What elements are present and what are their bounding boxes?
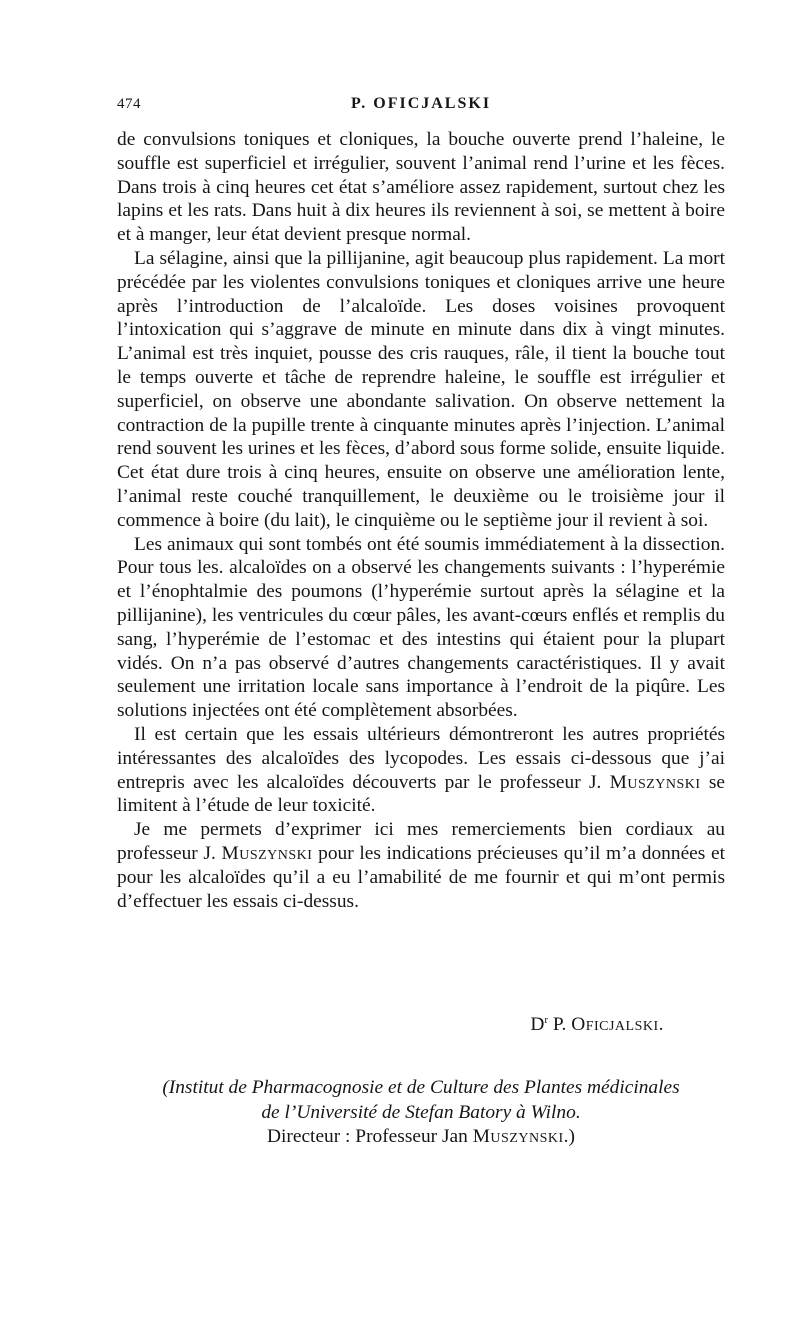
signature-initial: P. [548,1014,572,1035]
signature-name: Oficjalski. [571,1014,664,1035]
paragraph-5-text-b: pour les indications précieuses qu’il m’a données et pour les alcaloïdes qu’il a eu l’amabilité de me fournir et qui m’ont permis d’effectuer les essais ci-dessus. [117,842,725,912]
paragraph-1: de convulsions toniques et cloniques, la bouche ouverte prend l’haleine, le souffle est superficiel et irrégulier, souvent l’animal rend l’urine et les fèces. Dans trois à cinq heures cet état s’améliore assez rapidement, surtout chez les lapins et les rats. Dans huit à dix heures ils reviennent à soi, se mettent à boire et à manger, leur état devient presque normal. [117,129,725,246]
signature-title-sup: r [544,1014,548,1026]
paragraph-2: La sélagine, ainsi que la pillijanine, agit beaucoup plus rapidement. La mort précédée par les violentes convulsions toniques et cloniques arrive une heure après l’introduction de l’alcaloïde. Les doses voisines provoquent l’intoxication qui s’aggrave de minute en minute dans dix à vingt minutes. L’animal est très inquiet, pousse des cris rauques, râle, il tient la bouche tout le temps ouverte et tâche de reprendre haleine, le souffle est irrégulier et superficiel, on observe une abondante salivation. On observe nettement la contraction de la pupille trente à cinquante minutes après l’injection. L’animal rend souvent les urines et les fèces, d’abord sous forme solide, ensuite liquide. Cet état dure trois à cinq heures, ensuite on observe une amélioration lente, l’animal reste couché tranquillement, le deuxième ou le troisième jour il commence à boire (du lait), le cinquième ou le septième jour il revient à soi. [117,247,725,531]
affiliation-line-1: (Institut de Pharmacognosie et de Culture des Plantes médicinales [162,1077,680,1098]
affiliation-close: .) [563,1126,575,1147]
paragraph-5 [117,818,725,913]
affiliation-line-3 [117,1125,725,1150]
director-name: Muszynski [472,1126,564,1147]
author-name: Muszynski [221,842,313,864]
paragraph-4-text-a: Il est certain que les essais ultérieurs démontreront les autres propriétés intéressantes des alcaloïdes des lycopodes. Les essais ci-dessous que j’ai entrepris avec les alcaloïdes découverts par le professeur J. [117,723,725,793]
author-name: Muszynski [609,771,701,793]
signature [117,1014,664,1036]
running-head: P. OFICJALSKI [350,95,492,112]
page-number: 474 [117,96,141,112]
paragraph-5-text-a: Je me permets d’exprimer ici mes remerciements bien cordiaux au professeur J. [117,819,725,864]
paragraph-4 [117,723,725,818]
signature-title: D [530,1014,545,1035]
paragraph-4-text-b: se limitent à l’étude de leur toxicité. [117,771,725,817]
director-label: Directeur : Professeur Jan [267,1126,473,1147]
paragraph-3: Les animaux qui sont tombés ont été soumis immédiatement à la dissection. Pour tous les. alcaloïdes on a observé les changements suivants : l’hyperémie et l’énophtalmie des poumons (l’hyperémie surtout après la sélagine et la pillijanine), les ventricules du cœur pâles, les avant-cœurs enflés et remplis du sang, l’hyperémie de l’estomac et des intestins qui étaient pour la plupart vidés. On n’a pas observé d’autres changements caractéristiques. Il y avait seulement une irritation locale sans importance à l’endroit de la piqûre. Les solutions injectées ont été complètement absorbées. [117,533,725,722]
body-text [117,128,725,913]
page-header [117,96,725,120]
affiliation [117,1076,725,1150]
affiliation-line-2: de l’Université de Stefan Batory à Wilno. [261,1101,581,1123]
